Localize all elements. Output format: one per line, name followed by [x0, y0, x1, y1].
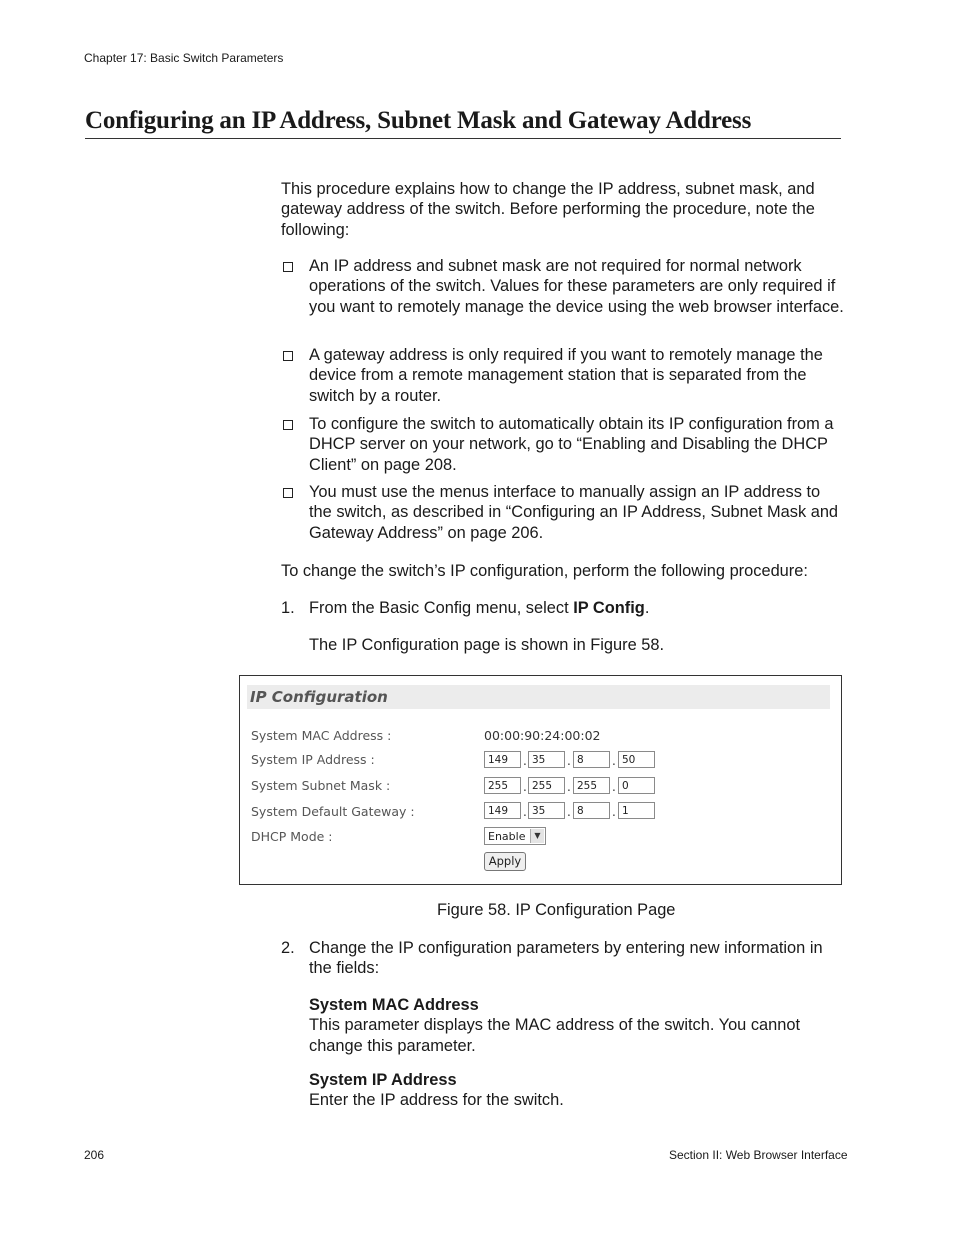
param-ip: [309, 1070, 849, 1111]
bullet-item: [281, 345, 846, 406]
octet-separator: .: [612, 754, 616, 768]
param-description: This parameter displays the MAC address of the switch. You cannot change this parameter.: [309, 1016, 801, 1055]
running-header: Chapter 17: Basic Switch Parameters: [84, 51, 284, 65]
gateway-octet-1-input[interactable]: 149: [484, 802, 521, 819]
apply-button[interactable]: Apply: [484, 852, 526, 871]
mac-label: System MAC Address :: [251, 728, 392, 743]
bullet-text: An IP address and subnet mask are not required for normal network operations of the switch. Values for these parameters are only required if you want to remotely manage the device using the web browser interface.: [309, 257, 844, 316]
dhcp-mode-value: Enable: [488, 830, 526, 843]
chevron-down-icon[interactable]: ▼: [530, 829, 544, 843]
octet-separator: .: [567, 805, 571, 819]
subnet-label: System Subnet Mask :: [251, 778, 391, 793]
mac-value: 00:00:90:24:00:02: [484, 728, 601, 743]
step-2: [281, 938, 846, 979]
step-number: 2.: [281, 939, 295, 957]
octet-separator: .: [612, 805, 616, 819]
page-title: Configuring an IP Address, Subnet Mask and Gateway Address: [85, 107, 841, 139]
ip-configuration-figure: [239, 675, 842, 885]
step-1-note: The IP Configuration page is shown in Figure 58.: [309, 636, 665, 654]
step-1: [281, 598, 846, 618]
dhcp-label: DHCP Mode :: [251, 829, 333, 844]
intro-paragraph: This procedure explains how to change the IP address, subnet mask, and gateway address of the switch. Before performing the procedure, note the following:: [281, 180, 815, 239]
step-text: From the Basic Config menu, select: [309, 599, 574, 617]
lead-paragraph: To change the switch’s IP configuration, perform the following procedure:: [281, 562, 808, 580]
checkbox-bullet-icon: [283, 262, 293, 272]
checkbox-bullet-icon: [283, 488, 293, 498]
ip-octet-1-input[interactable]: 149: [484, 751, 521, 768]
subnet-octet-3-input[interactable]: 255: [573, 777, 610, 794]
bullet-item: [281, 414, 846, 475]
step-text: Change the IP configuration parameters by entering new information in the fields:: [309, 939, 823, 978]
ip-label: System IP Address :: [251, 752, 375, 767]
subnet-octet-4-input[interactable]: 0: [618, 777, 655, 794]
checkbox-bullet-icon: [283, 420, 293, 430]
octet-separator: .: [567, 780, 571, 794]
running-footer: Section II: Web Browser Interface: [669, 1148, 848, 1162]
ip-octet-3-input[interactable]: 8: [573, 751, 610, 768]
bullet-text: A gateway address is only required if you want to remotely manage the device from a remote management station that is separated from the switch by a router.: [309, 346, 823, 405]
bullet-text: You must use the menus interface to manually assign an IP address to the switch, as described in “Configuring an IP Address, Subnet Mask and Gateway Address” on page 206.: [309, 483, 839, 542]
gateway-octet-2-input[interactable]: 35: [528, 802, 565, 819]
param-name: System IP Address: [309, 1071, 457, 1089]
param-name: System MAC Address: [309, 996, 479, 1014]
ip-octet-4-input[interactable]: 50: [618, 751, 655, 768]
octet-separator: .: [612, 780, 616, 794]
octet-separator: .: [523, 805, 527, 819]
ip-octet-2-input[interactable]: 35: [528, 751, 565, 768]
step-number: 1.: [281, 599, 295, 617]
figure-heading: IP Configuration: [247, 685, 830, 709]
bullet-item: [281, 256, 846, 317]
param-description: Enter the IP address for the switch.: [309, 1091, 564, 1110]
octet-separator: .: [567, 754, 571, 768]
bullet-text: To configure the switch to automatically obtain its IP configuration from a DHCP server on your network, go to “Enabling and Disabling the DHCP Client” on page 208.: [309, 415, 834, 474]
figure-caption: Figure 58. IP Configuration Page: [437, 901, 676, 919]
subnet-octet-2-input[interactable]: 255: [528, 777, 565, 794]
gateway-octet-3-input[interactable]: 8: [573, 802, 610, 819]
bullet-item: [281, 482, 846, 543]
gateway-octet-4-input[interactable]: 1: [618, 802, 655, 819]
subnet-octet-1-input[interactable]: 255: [484, 777, 521, 794]
gateway-label: System Default Gateway :: [251, 804, 415, 819]
octet-separator: .: [523, 780, 527, 794]
param-mac: [309, 995, 849, 1056]
step-punct: .: [644, 599, 650, 617]
page-number: 206: [84, 1148, 105, 1162]
octet-separator: .: [523, 754, 527, 768]
dhcp-mode-select[interactable]: [484, 827, 546, 845]
menu-item-reference: IP Config: [573, 599, 645, 617]
checkbox-bullet-icon: [283, 351, 293, 361]
